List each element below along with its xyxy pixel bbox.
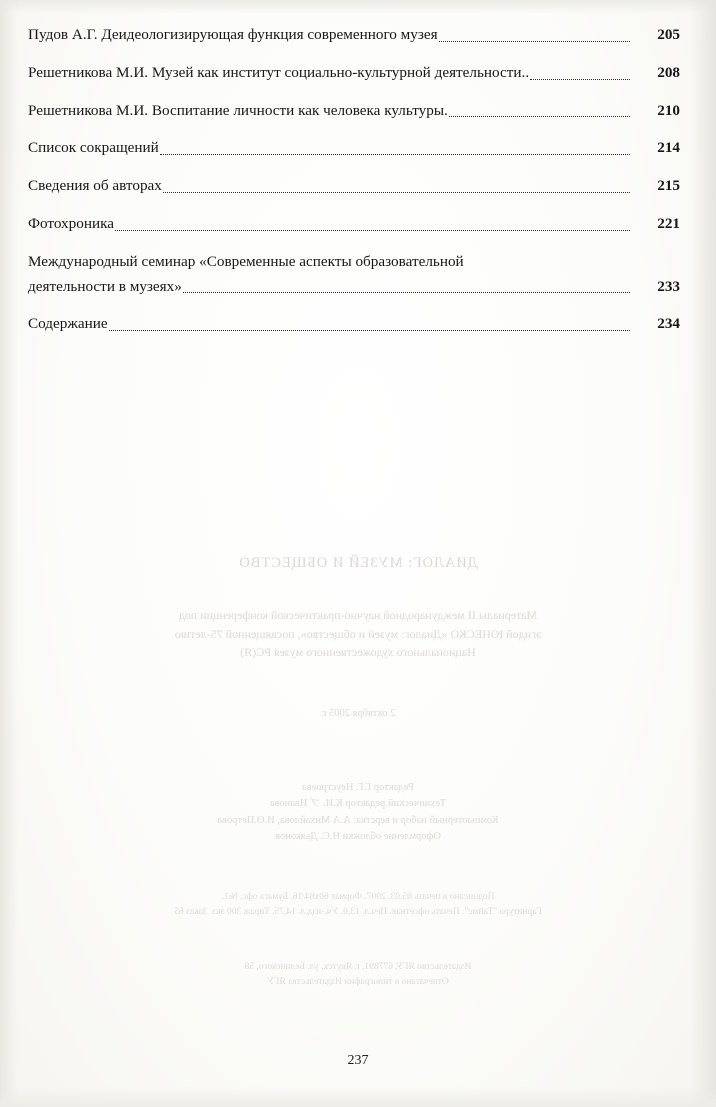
toc-entry[interactable] <box>28 100 680 123</box>
toc-entry-title: Список сокращений <box>28 139 159 157</box>
toc-entry-page: 214 <box>657 139 680 157</box>
toc-entry-page: 215 <box>657 177 680 195</box>
table-of-contents <box>28 24 680 351</box>
toc-entry-title-continued: деятельности в музеях» <box>28 277 182 295</box>
showthrough-line: Национального художественного музея РС(Я) <box>240 645 476 660</box>
showthrough-title: ДИАЛОГ: МУЗЕЙ И ОБЩЕСТВО <box>238 555 478 571</box>
toc-leader-dots <box>115 230 630 231</box>
showthrough-credits-block <box>40 780 676 845</box>
showthrough-line: эгидой ЮНЕСКО «Диалог: музей и общество», посвященной 75-летию <box>174 626 542 641</box>
showthrough-title-block <box>40 552 676 574</box>
toc-leader-dots <box>109 330 630 331</box>
page-edge-right <box>690 0 716 1107</box>
toc-leader-dots <box>530 79 630 80</box>
toc-entry[interactable] <box>28 24 680 47</box>
toc-entry[interactable] <box>28 62 680 85</box>
toc-entry-title: Содержание <box>28 315 108 333</box>
page-edge-bottom <box>0 1087 716 1107</box>
showthrough-imprint-line: Подписано в печать 05.03. 2007. Формат 60х84/16. Бумага офс. №1. <box>221 892 495 902</box>
showthrough-credit-line: Оформление обложки Н.С. Дьяконов <box>275 830 441 842</box>
toc-entry-page: 208 <box>657 63 680 81</box>
toc-entry-title: Решетникова М.И. Музей как институт социально-культурной деятельности.. <box>28 63 530 81</box>
toc-entry-title: Решетникова М.И. Воспитание личности как человека культуры. <box>28 101 448 119</box>
toc-entry-title: Сведения об авторах <box>28 177 162 195</box>
showthrough-line: Материалы II международной научно-практической конференции под <box>178 608 538 622</box>
showthrough-imprint-block <box>40 890 676 919</box>
toc-entry-title: Пудов А.Г. Деидеологизирующая функция современного музея <box>28 26 438 43</box>
toc-entry-page: 233 <box>657 277 680 295</box>
showthrough-credit-line: Технический редактор К.И. プ Иванова <box>269 798 447 810</box>
toc-leader-dots <box>160 154 630 155</box>
toc-entry[interactable] <box>28 213 680 236</box>
page-number: 237 <box>347 1053 369 1068</box>
toc-leader-dots <box>439 41 630 42</box>
toc-leader-dots <box>449 116 630 117</box>
toc-entry[interactable] <box>28 175 680 198</box>
showthrough-credit-line: Компьютерный набор и верстка: А.А Михайлова, И.О.Петрова <box>217 814 499 826</box>
showthrough-conference-block <box>40 606 676 662</box>
toc-entry-page: 205 <box>657 26 680 43</box>
showthrough-credit-line: Редактор Г.Г. Неустроева <box>302 782 414 793</box>
toc-entry-page: 221 <box>657 214 680 232</box>
showthrough-date-block <box>40 706 676 722</box>
toc-entry[interactable] <box>28 313 680 336</box>
toc-entry[interactable] <box>28 251 680 299</box>
showthrough-imprint-line: Гарнитура "Таймс". Печать офсетная. Печ.л. 13,0. Уч.-изд.л. 14,75. Тираж 300 экз. Заказ 65 <box>174 906 542 917</box>
showthrough-date: 2 октября 2005 г. <box>320 708 396 719</box>
page-edge-left <box>0 0 18 1107</box>
toc-entry-page: 234 <box>657 315 680 333</box>
toc-entry-title: Фотохроника <box>28 214 114 232</box>
showthrough-imprint-line: Издательство ЯГУ, 677891, г. Якутск, ул. Белинского, 58 <box>244 962 472 972</box>
page-edge-top <box>0 0 716 14</box>
showthrough-publisher-block <box>40 960 676 989</box>
toc-leader-dots <box>163 192 630 193</box>
toc-entry-page: 210 <box>657 101 680 119</box>
toc-entry[interactable] <box>28 137 680 160</box>
toc-leader-dots <box>183 292 630 293</box>
toc-entry-title: Международный семинар «Современные аспекты образовательной <box>28 252 464 270</box>
showthrough-imprint-line: Отпечатано в типографии Издательства ЯГУ <box>267 976 449 987</box>
